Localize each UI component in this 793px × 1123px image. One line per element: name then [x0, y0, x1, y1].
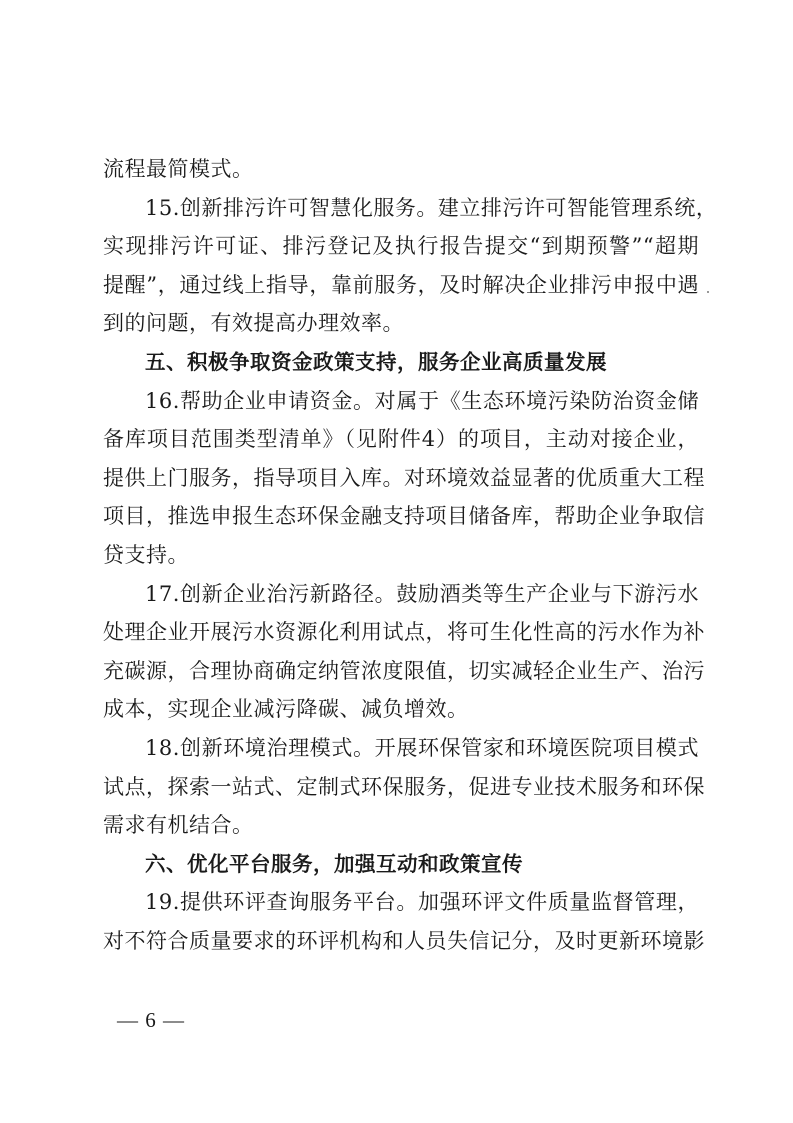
section-heading-5: 五、积极争取资金政策支持，服务企业高质量发展	[145, 349, 607, 374]
paragraph-16-start: 16.帮助企业申请资金。对属于《生态环境污染防治资金储	[145, 388, 699, 413]
text-line: 备库项目范围类型清单》（见附件4）的项目，主动对接企业，	[103, 427, 699, 452]
text-line: 提醒”，通过线上指导，靠前服务，及时解决企业排污申报中遇	[103, 272, 699, 297]
text-line: 成本，实现企业减污降碳、减负增效。	[103, 697, 469, 722]
text-line: 流程最简模式。	[103, 157, 254, 181]
text-line: 需求有机结合。	[103, 813, 254, 838]
text-line: 到的问题，有效提高办理效率。	[103, 311, 404, 336]
paragraph-15-start: 15.创新排污许可智慧化服务。建立排污许可智能管理系统，	[145, 195, 718, 220]
paragraph-18-start: 18.创新环境治理模式。开展环保管家和环境医院项目模式	[145, 735, 699, 760]
text-line: 处理企业开展污水资源化利用试点，将可生化性高的污水作为补	[103, 620, 705, 645]
page-number: — 6 —	[117, 1008, 185, 1032]
scan-artifact-dot	[707, 291, 709, 293]
paragraph-17-start: 17.创新企业治污新路径。鼓励酒类等生产企业与下游污水	[145, 581, 699, 606]
text-line: 实现排污许可证、排污登记及执行报告提交“到期预警”“超期	[103, 234, 699, 259]
body-text	[103, 150, 718, 960]
paragraph-19-start: 19.提供环评查询服务平台。加强环评文件质量监督管理，	[145, 890, 699, 915]
text-line: 贷支持。	[103, 542, 189, 567]
text-line: 项目，推选申报生态环保金融支持项目储备库，帮助企业争取信	[103, 504, 705, 529]
text-line: 提供上门服务，指导项目入库。对环境效益显著的优质重大工程	[103, 465, 705, 490]
text-line: 对不符合质量要求的环评机构和人员失信记分，及时更新环境影	[103, 928, 705, 953]
text-line: 充碳源，合理协商确定纳管浓度限值，切实减轻企业生产、治污	[103, 658, 705, 683]
section-heading-6: 六、优化平台服务，加强互动和政策宣传	[145, 851, 523, 876]
text-line: 试点，探索一站式、定制式环保服务，促进专业技术服务和环保	[103, 774, 705, 799]
